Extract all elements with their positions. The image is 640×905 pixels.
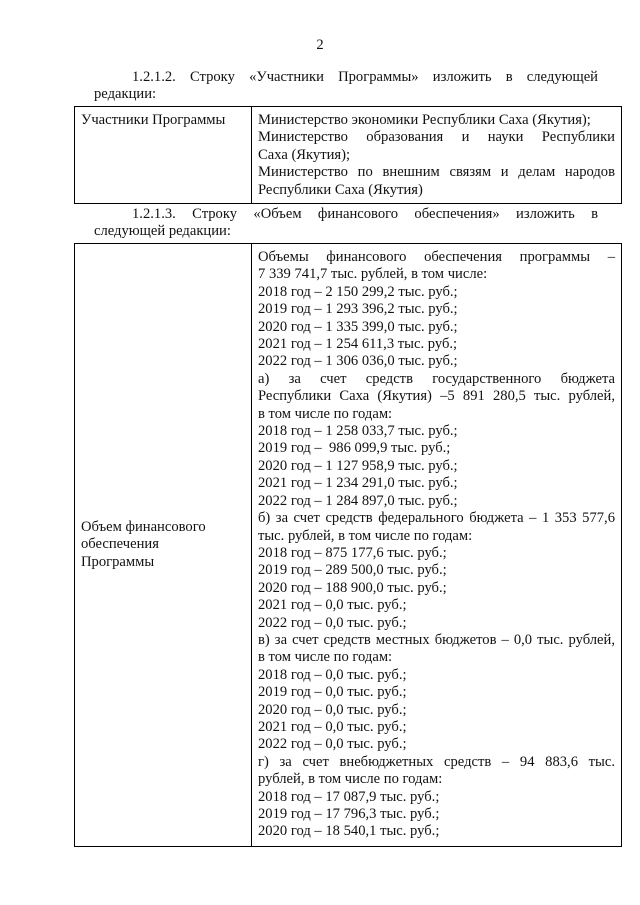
paragraph-text-line: 1.2.1.3. Строку «Объем финансового обеспечения» изложить в (132, 206, 598, 222)
participants-label: Участники Программы (81, 112, 226, 128)
participants-content-cell (252, 107, 622, 204)
funding-line: 2019 год – 17 796,3 тыс. руб.; (258, 806, 440, 822)
participant-line: Республики Саха (Якутия) (258, 181, 423, 198)
participant-line: Саха (Якутия); (258, 146, 351, 163)
funding-line: 2021 год – 1 254 611,3 тыс. руб.; (258, 336, 458, 353)
funding-line: 2020 год – 1 335 399,0 тыс. руб.; (258, 318, 458, 335)
funding-line: в том числе по годам: (258, 405, 393, 422)
funding-content-cell (252, 244, 622, 847)
paragraph-text-line: следующей редакции: (94, 223, 231, 240)
table-row (75, 244, 622, 847)
funding-line: 2019 год – 0,0 тыс. руб.; (258, 684, 407, 701)
participants-label-cell (75, 107, 252, 204)
funding-line: 2020 год – 188 900,0 тыс. руб.; (258, 579, 447, 596)
funding-label-line: Программы (81, 553, 155, 570)
participants-table (74, 106, 622, 204)
funding-line: 2021 год – 1 234 291,0 тыс. руб.; (258, 475, 458, 492)
table-row (75, 107, 622, 204)
funding-line: Объемы финансового обеспечения программы – (258, 249, 615, 265)
funding-line: 2018 год – 2 150 299,2 тыс. руб.; (258, 283, 458, 300)
funding-line: в том числе по годам: (258, 649, 393, 666)
funding-line: 2022 год – 0,0 тыс. руб.; (258, 736, 407, 753)
funding-line: 2018 год – 17 087,9 тыс. руб.; (258, 788, 440, 805)
funding-line: 2022 год – 0,0 тыс. руб.; (258, 614, 407, 631)
funding-line: 2018 год – 1 258 033,7 тыс. руб.; (258, 423, 458, 440)
funding-line: 2022 год – 1 306 036,0 тыс. руб.; (258, 353, 458, 370)
funding-line: 7 339 741,7 тыс. рублей, в том числе: (258, 266, 488, 283)
funding-line: г) за счет внебюджетных средств – 94 883,6 тыс. (258, 753, 615, 770)
funding-line: 2019 год – 1 293 396,2 тыс. руб.; (258, 301, 458, 318)
amendment-paragraph-funding (94, 206, 598, 241)
funding-line: тыс. рублей, в том числе по годам: (258, 527, 473, 544)
funding-line: 2022 год – 1 284 897,0 тыс. руб.; (258, 492, 458, 509)
paragraph-text-line: редакции: (94, 86, 157, 103)
funding-label-line: Объем финансового (81, 518, 206, 535)
funding-line: рублей, в том числе по годам: (258, 771, 443, 788)
participant-line: Министерство образования и науки Республики (258, 129, 615, 146)
funding-label-line: обеспечения (81, 536, 159, 553)
participant-line: Министерство по внешним связям и делам народов (258, 164, 615, 181)
funding-line: 2021 год – 0,0 тыс. руб.; (258, 597, 407, 614)
funding-line: в) за счет средств местных бюджетов – 0,0 тыс. рублей, (258, 631, 615, 648)
funding-line: 2018 год – 875 177,6 тыс. руб.; (258, 544, 447, 561)
funding-line: 2020 год – 1 127 958,9 тыс. руб.; (258, 457, 458, 474)
amendment-paragraph-participants (94, 69, 598, 104)
page-number: 2 (316, 37, 324, 53)
funding-line: 2019 год – 986 099,9 тыс. руб.; (258, 440, 451, 457)
paragraph-text-line: 1.2.1.2. Строку «Участники Программы» изложить в следующей (132, 69, 598, 85)
funding-line: 2020 год – 18 540,1 тыс. руб.; (258, 823, 440, 840)
funding-line: 2020 год – 0,0 тыс. руб.; (258, 701, 407, 718)
funding-line: 2019 год – 289 500,0 тыс. руб.; (258, 562, 447, 579)
participant-line: Министерство экономики Республики Саха (Якутия); (258, 112, 591, 128)
funding-line: 2018 год – 0,0 тыс. руб.; (258, 666, 407, 683)
funding-line: Республики Саха (Якутия) –5 891 280,5 тыс. рублей, (258, 388, 615, 405)
funding-line: а) за счет средств государственного бюджета (258, 370, 615, 387)
funding-line: б) за счет средств федерального бюджета – 1 353 577,6 (258, 510, 615, 527)
funding-label-cell (75, 244, 252, 847)
funding-table (74, 243, 622, 847)
funding-line: 2021 год – 0,0 тыс. руб.; (258, 718, 407, 735)
